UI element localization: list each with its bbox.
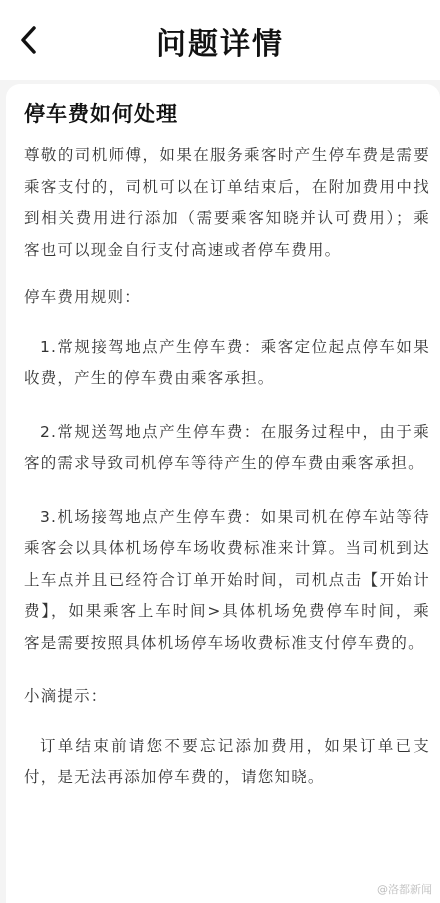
rule-item: 1.常规接驾地点产生停车费：乘客定位起点停车如果收费，产生的停车费由乘客承担。 [24,337,430,387]
rule-item: 3.机场接驾地点产生停车费：如果司机在停车站等待乘客会以具体机场停车场收费标准来计算。当司机到达上车点并且已经符合订单开始时间，司机点击【开始计费】，如果乘客上车时间>具体机场免费停车时间，乘客是需要按照具体机场停车场收费标准支付停车费的。 [24,507,430,652]
intro-paragraph: 尊敬的司机师傅，如果在服务乘客时产生停车费是需要乘客支付的，司机可以在订单结束后，在附加费用中找到相关费用进行添加（需要乘客知晓并认可费用）；乘客也可以现金自行支付高速或者停车费用。 [24,146,430,259]
tip-paragraph: 订单结束前请您不要忘记添加费用，如果订单已支付，是无法再添加停车费的，请您知晓。 [24,736,430,786]
article-title: 停车费如何处理 [24,102,178,126]
article-card [6,84,440,903]
watermark: @洛都新闻 [377,883,432,896]
tip-heading: 小滴提示： [24,687,108,705]
rule-item: 2.常规送驾地点产生停车费：在服务过程中，由于乘客的需求导致司机停车等待产生的停车费由乘客承担。 [24,422,430,472]
page-title: 问题详情 [156,27,284,62]
rules-heading: 停车费用规则： [24,288,141,306]
top-bar [0,0,440,80]
